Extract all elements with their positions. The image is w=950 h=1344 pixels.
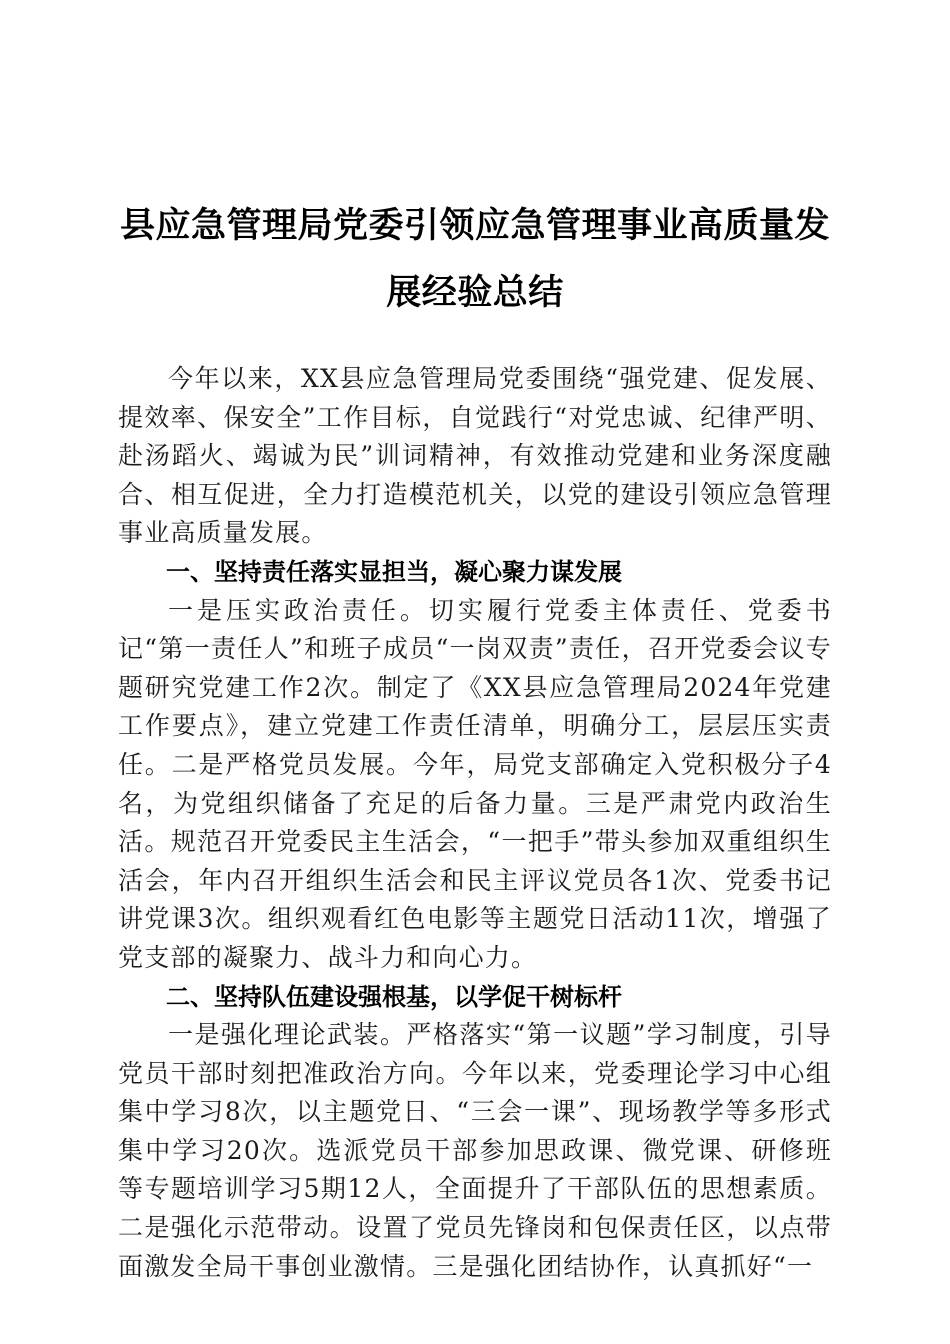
- section-1-paragraph: 一是压实政治责任。切实履行党委主体责任、党委书记“第一责任人”和班子成员“一岗双责”责任，召开党委会议专题研究党建工作2次。制定了《XX县应急管理局2024年党建工作要点》，建立党建工作责任清单，明确分工，层层压实责任。二是严格党员发展。今年，局党支部确定入党积极分子4名，为党组织储备了充足的后备力量。三是严肃党内政治生活。规范召开党委民主生活会，“一把手”带头参加双重组织生活会，年内召开组织生活会和民主评议党员各1次、党委书记讲党课3次。组织观看红色电影等主题党日活动11次，增强了党支部的凝聚力、战斗力和向心力。: [118, 595, 832, 972]
- section-1-heading: 一、坚持责任落实显担当，凝心聚力谋发展: [166, 557, 622, 586]
- section-2-paragraph: 一是强化理论武装。严格落实“第一议题”学习制度，引导党员干部时刻把准政治方向。今年以来，党委理论学习中心组集中学习8次，以主题党日、“三会一课”、现场教学等多形式集中学习20次。选派党员干部参加思政课、微党课、研修班等专题培训学习5期12人，全面提升了干部队伍的思想素质。二是强化示范带动。设置了党员先锋岗和包保责任区，以点带面激发全局干事创业激情。三是强化团结协作，认真抓好“一: [118, 1020, 832, 1281]
- document-body: [118, 360, 832, 1286]
- intro-paragraph: 今年以来，XX县应急管理局党委围绕“强党建、促发展、提效率、保安全”工作目标，自觉践行“对党忠诚、纪律严明、赴汤蹈火、竭诚为民”训词精神，有效推动党建和业务深度融合、相互促进，全力打造模范机关，以党的建设引领应急管理事业高质量发展。: [118, 364, 832, 548]
- section-2-heading: 二、坚持队伍建设强根基，以学促干树标杆: [166, 982, 622, 1011]
- document-title: 县应急管理局党委引领应急管理事业高质量发展经验总结: [119, 205, 830, 313]
